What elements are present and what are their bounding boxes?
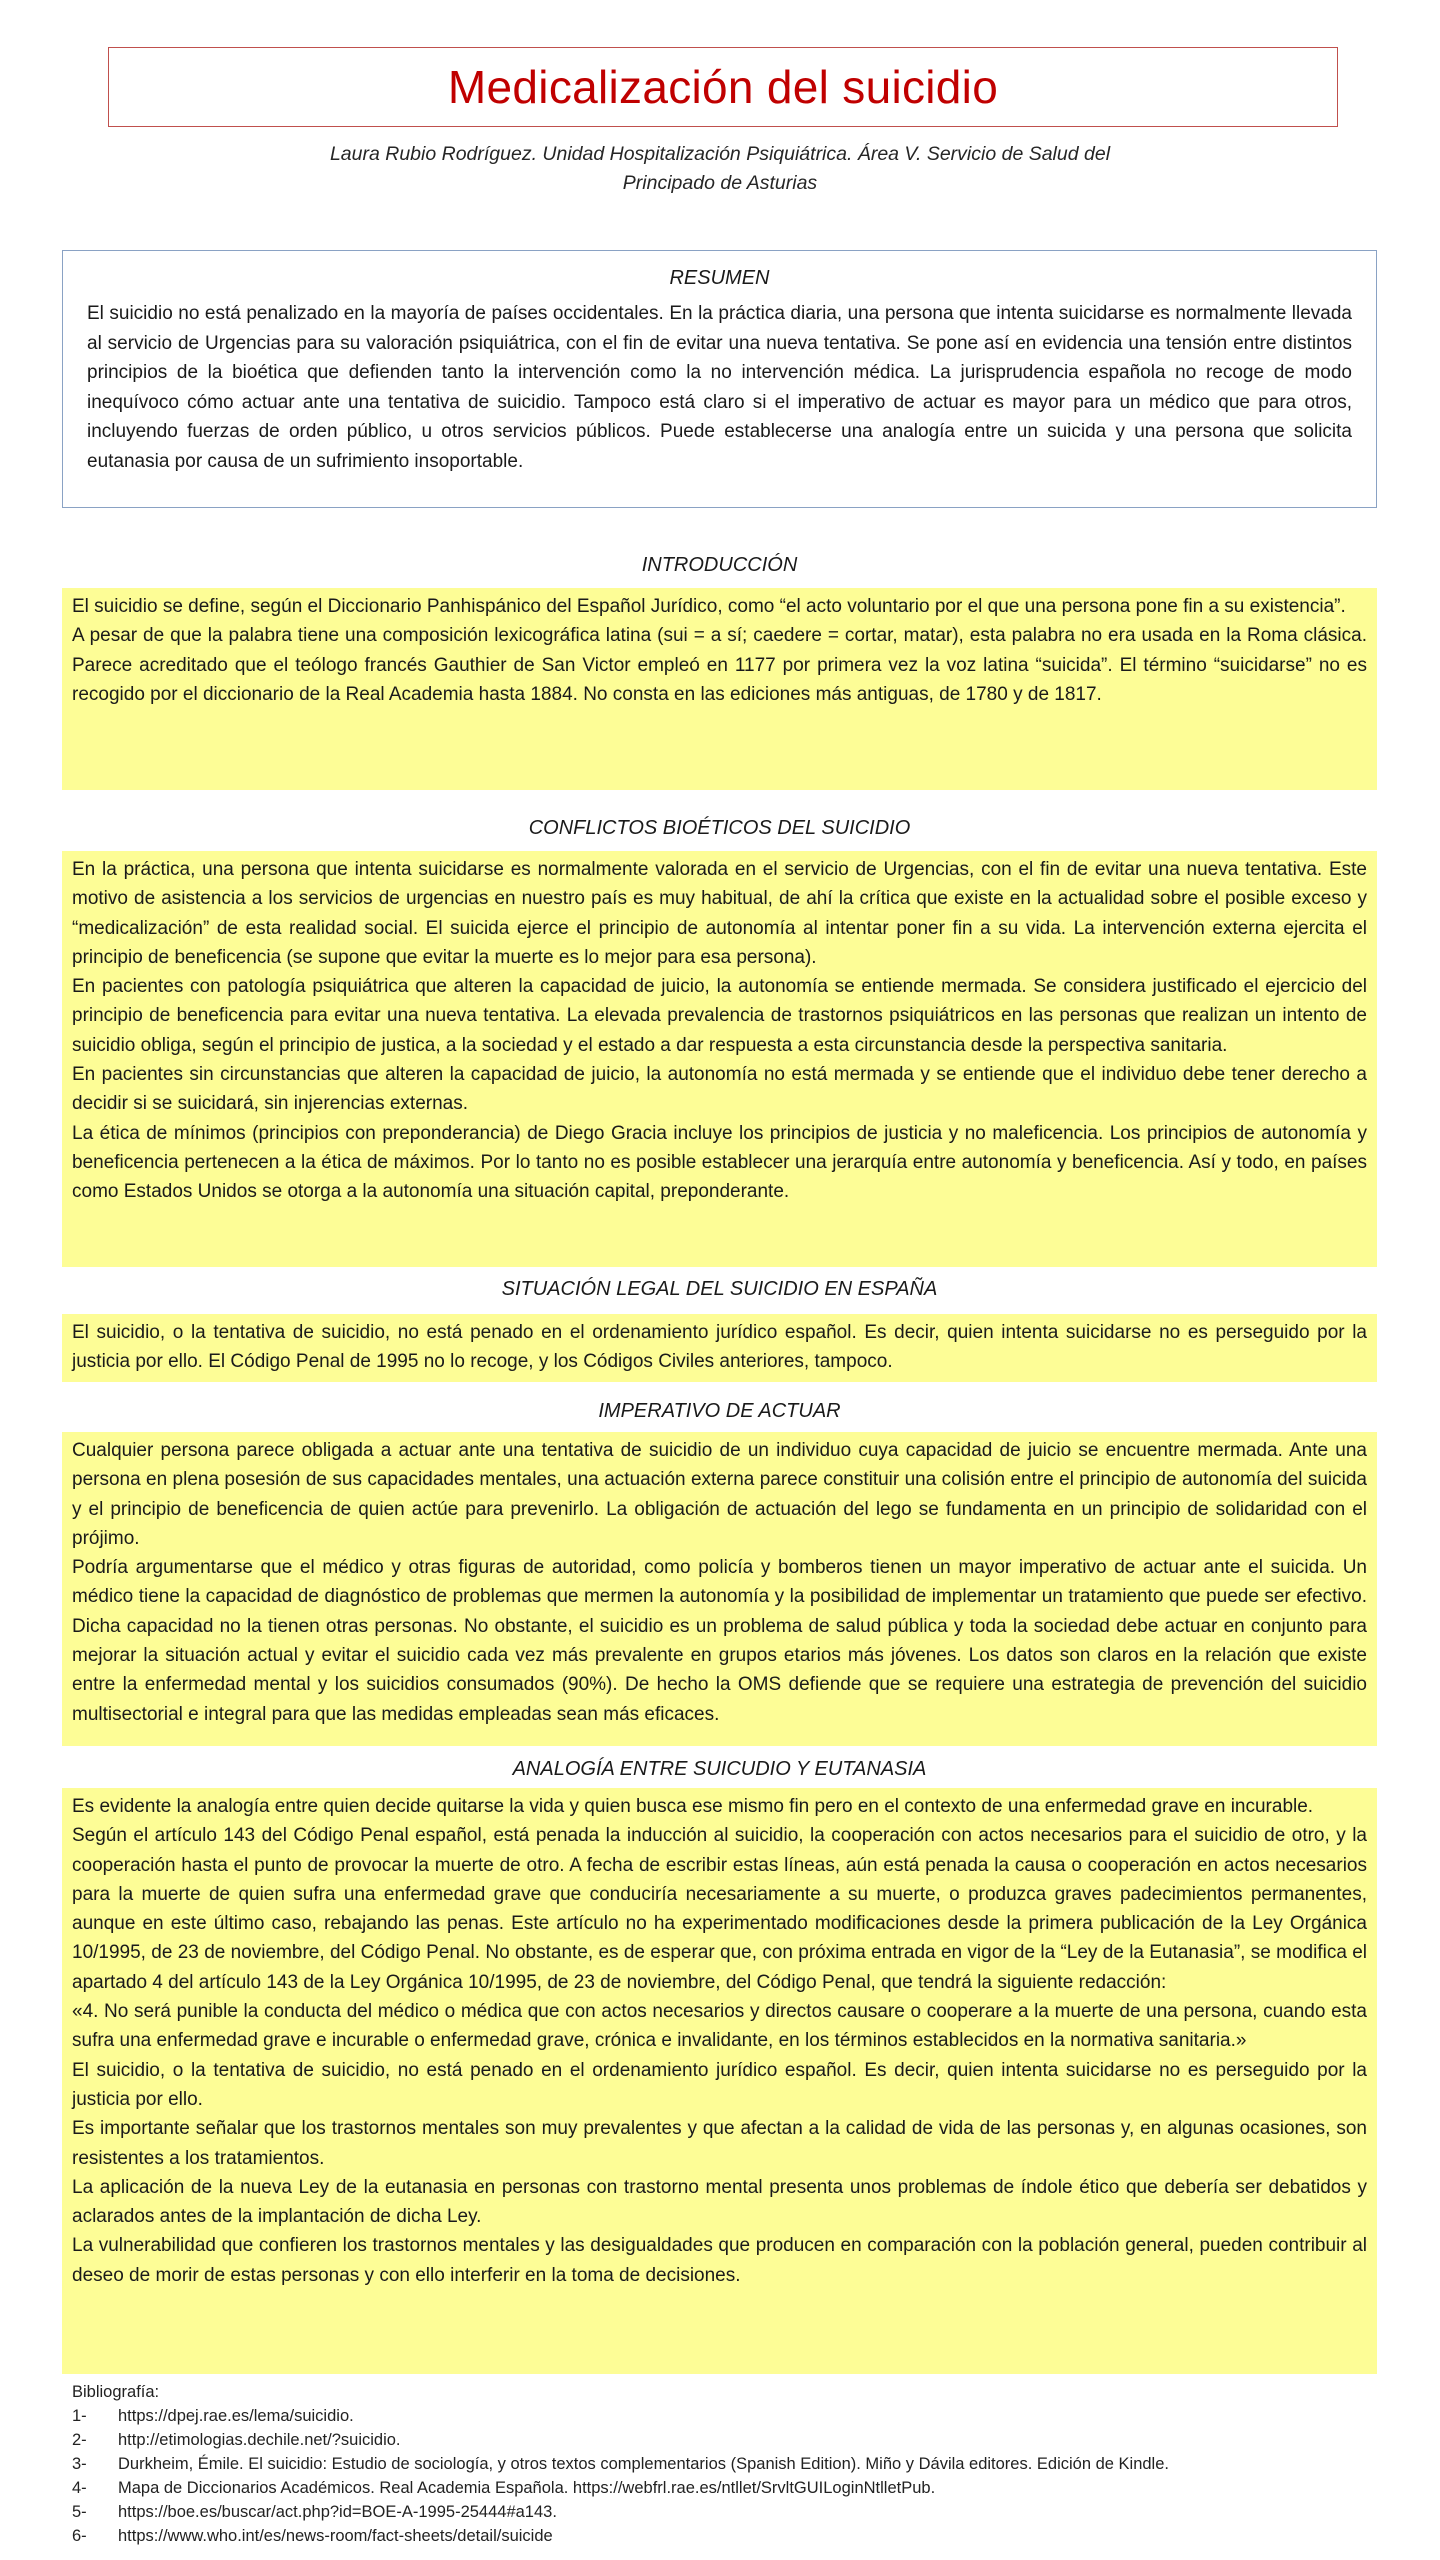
bibliography-item [72, 2428, 1372, 2452]
page-title: Medicalización del suicidio [447, 61, 999, 113]
bibliography-item [72, 2476, 1372, 2500]
bibliography-number: 2- [72, 2431, 87, 2449]
bibliography-text: https://www.who.int/es/news-room/fact-sheets/detail/suicide [118, 2527, 553, 2545]
author-affiliation [220, 140, 1220, 198]
paragraph: Cualquier persona parece obligada a actuar ante una tentativa de suicidio de un individuo cuya capacidad de juicio se encuentre mermada. Ante una persona en plena posesión de sus capacidades mentales, una actuación externa parece constituir una colisión entre el principio de autonomía del suicida y el principio de beneficencia de quien actúe para prevenirlo. La obligación de actuación del lego se fundamenta en un principio de solidaridad con el prójimo. [72, 1440, 1367, 1549]
bibliography-list [72, 2404, 1372, 2548]
paragraph: En pacientes sin circunstancias que alteren la capacidad de juicio, la autonomía no está mermada y se entiende que el individuo debe tener derecho a decidir si se suicidará, sin injerencias externas. [72, 1064, 1367, 1115]
paragraph: La vulnerabilidad que confieren los trastornos mentales y las desigualdades que producen en comparación con la población general, pueden contribuir al deseo de morir de estas personas y con ello interferir en la toma de decisiones. [72, 2235, 1367, 2286]
bibliography-item [72, 2404, 1372, 2428]
bibliography-number: 6- [72, 2527, 87, 2545]
section-heading-analogia: ANALOGÍA ENTRE SUICUDIO Y EUTANASIA [512, 1758, 927, 1780]
paragraph: Es importante señalar que los trastornos mentales son muy prevalentes y que afectan a la calidad de vida de las personas y, en algunas ocasiones, son resistentes a los tratamientos. [72, 2118, 1367, 2169]
section-body-conflictos [62, 851, 1377, 1267]
paragraph: En la práctica, una persona que intenta suicidarse es normalmente valorada en el servicio de Urgencias, con el fin de evitar una nueva tentativa. Este motivo de asistencia a los servicios de urgencias en nuestro país es muy habitual, de ahí la crítica que existe en la actualidad sobre el posible exceso y “medicalización” de esta realidad social. El suicida ejerce el principio de autonomía al intentar poner fin a su vida. La intervención externa ejercita el principio de beneficencia (se supone que evitar la muerte es lo mejor para esa persona). [72, 859, 1367, 968]
abstract-box [62, 250, 1377, 508]
bibliography-number: 4- [72, 2479, 87, 2497]
bibliography-item [72, 2500, 1372, 2524]
paragraph: Podría argumentarse que el médico y otras figuras de autoridad, como policía y bomberos tienen un mayor imperativo de actuar ante el suicida. Un médico tiene la capacidad de diagnóstico de problemas que mermen la autonomía y la posibilidad de implementar un tratamiento que puede ser efectivo. Dicha capacidad no la tienen otras personas. No obstante, el suicidio es un problema de salud pública y toda la sociedad debe actuar en conjunto para mejorar la situación actual y evitar el suicidio cada vez más prevalente en grupos etarios más jóvenes. Los datos son claros en la relación que existe entre la enfermedad mental y los suicidios consumados (90%). De hecho la OMS defiende que se requiere una estrategia de prevención del suicidio multisectorial e integral para que las medidas empleadas sean más eficaces. [72, 1557, 1367, 1725]
section-body-imperativo [62, 1432, 1377, 1746]
paragraph: «4. No será punible la conducta del médico o médica que con actos necesarios y directos causare o cooperare a la muerte de una persona, cuando esta sufra una enfermedad grave e incurable o enfermedad grave, crónica e invalidante, en los términos establecidos en la normativa sanitaria.» [72, 2001, 1367, 2052]
paragraph: Es evidente la analogía entre quien decide quitarse la vida y quien busca ese mismo fin pero en el contexto de una enfermedad grave en incurable. [72, 1796, 1314, 1817]
bibliography-heading: Bibliografía: [72, 2383, 160, 2401]
author-line-2: Principado de Asturias [622, 172, 818, 194]
section-heading-legal: SITUACIÓN LEGAL DEL SUICIDIO EN ESPAÑA [501, 1278, 938, 1300]
paragraph: A pesar de que la palabra tiene una composición lexicográfica latina (sui = a sí; caedere = cortar, matar), esta palabra no era usada en la Roma clásica. Parece acreditado que el teólogo francés Gauthier de San Victor empleó en 1177 por primera vez la voz latina “suicida”. El término “suicidarse” no es recogido por el diccionario de la Real Academia hasta 1884. No consta en las ediciones más antiguas, de 1780 y de 1817. [72, 625, 1367, 705]
bibliography-number: 1- [72, 2407, 87, 2425]
paragraph: La ética de mínimos (principios con preponderancia) de Diego Gracia incluye los principios de justicia y no maleficencia. Los principios de autonomía y beneficencia pertenecen a la ética de máximos. Por lo tanto no es posible establecer una jerarquía entre autonomía y beneficencia. Así y todo, en países como Estados Unidos se otorga a la autonomía una situación capital, preponderante. [72, 1122, 1367, 1203]
paragraph: Según el artículo 143 del Código Penal español, está penada la inducción al suicidio, la cooperación con actos necesarios para el suicidio de otro, y la cooperación hasta el punto de provocar la muerte de otro. A fecha de escribir estas líneas, aún está penada la causa o cooperación en actos necesarios para la muerte de quien sufra una enfermedad grave que conduciría necesariamente a su muerte, o produzca graves padecimientos permanentes, aunque en este último caso, rebajando las penas. Este artículo no ha experimentado modificaciones desde la primera publicación de la Ley Orgánica 10/1995, de 23 de noviembre, del Código Penal. No obstante, es de esperar que, con próxima entrada en vigor de la “Ley de la Eutanasia”, se modifica el apartado 4 del artículo 143 de la Ley Orgánica 10/1995, de 23 de noviembre, del Código Penal, que tendrá la siguiente redacción: [72, 1825, 1367, 1993]
paragraph: El suicidio, o la tentativa de suicidio, no está penado en el ordenamiento jurídico español. Es decir, quien intenta suicidarse no es perseguido por la justicia por ello. El Código Penal de 1995 no lo recoge, y los Códigos Civiles anteriores, tampoco. [72, 1322, 1367, 1373]
section-body-legal [62, 1314, 1377, 1382]
bibliography-item [72, 2452, 1372, 2476]
paragraph: El suicidio, o la tentativa de suicidio, no está penado en el ordenamiento jurídico español. Es decir, quien intenta suicidarse no es perseguido por la justicia por ello. [72, 2059, 1367, 2110]
paragraph: El suicidio se define, según el Diccionario Panhispánico del Español Jurídico, como “el acto voluntario por el que una persona pone fin a su existencia”. [72, 596, 1346, 617]
bibliography-text: https://boe.es/buscar/act.php?id=BOE-A-1995-25444#a143. [118, 2503, 557, 2521]
paragraph: La aplicación de la nueva Ley de la eutanasia en personas con trastorno mental presenta unos problemas de índole ético que debería ser debatidos y aclarados antes de la implantación de dicha Ley. [72, 2176, 1367, 2228]
paragraph: En pacientes con patología psiquiátrica que alteren la capacidad de juicio, la autonomía se entiende mermada. Se considera justificado el ejercicio del principio de beneficencia para evitar una nueva tentativa. La elevada prevalencia de trastornos psiquiátricos en las personas que realizan un intento de suicidio obliga, según el principio de justica, a la sociedad y el estado a dar respuesta a esta circunstancia desde la perspectiva sanitaria. [72, 976, 1367, 1056]
abstract-heading: RESUMEN [669, 267, 770, 289]
abstract-text: El suicidio no está penalizado en la mayoría de países occidentales. En la práctica diaria, una persona que intenta suicidarse es normalmente llevada al servicio de Urgencias para su valoración psiquiátrica, con el fin de evitar una nueva tentativa. Se pone así en evidencia una tensión entre distintos principios de la bioética que defienden tanto la intervención como la no intervención médica. La jurisprudencia española no recoge de modo inequívoco cómo actuar ante una tentativa de suicidio. Tampoco está claro si el imperativo de actuar es mayor para un médico que para otros, incluyendo fuerzas de orden público, u otros servicios públicos. Puede establecerse una analogía entre un suicida y una persona que solicita eutanasia por causa de un sufrimiento insoportable. [87, 303, 1352, 472]
bibliography-text: Durkheim, Émile. El suicidio: Estudio de sociología, y otros textos complementarios (Spanish Edition). Miño y Dávila editores. Edición de Kindle. [118, 2455, 1169, 2473]
bibliography [72, 2380, 1372, 2548]
bibliography-number: 3- [72, 2455, 87, 2473]
bibliography-text: Mapa de Diccionarios Académicos. Real Academia Española. https://webfrl.rae.es/ntllet/SrvltGUILoginNtlletPub. [118, 2479, 936, 2497]
section-heading-introduccion: INTRODUCCIÓN [641, 554, 798, 576]
author-line-1: Laura Rubio Rodríguez. Unidad Hospitalización Psiquiátrica. Área V. Servicio de Salud del [329, 143, 1111, 165]
bibliography-text: https://dpej.rae.es/lema/suicidio. [118, 2407, 354, 2425]
bibliography-text: http://etimologias.dechile.net/?suicidio. [118, 2431, 401, 2449]
bibliography-number: 5- [72, 2503, 87, 2521]
bibliography-item [72, 2524, 1372, 2548]
section-body-analogia [62, 1788, 1377, 2374]
section-heading-imperativo: IMPERATIVO DE ACTUAR [598, 1400, 841, 1422]
title-box [108, 47, 1338, 127]
section-body-introduccion [62, 588, 1377, 790]
section-heading-conflictos: CONFLICTOS BIOÉTICOS DEL SUICIDIO [528, 817, 911, 839]
